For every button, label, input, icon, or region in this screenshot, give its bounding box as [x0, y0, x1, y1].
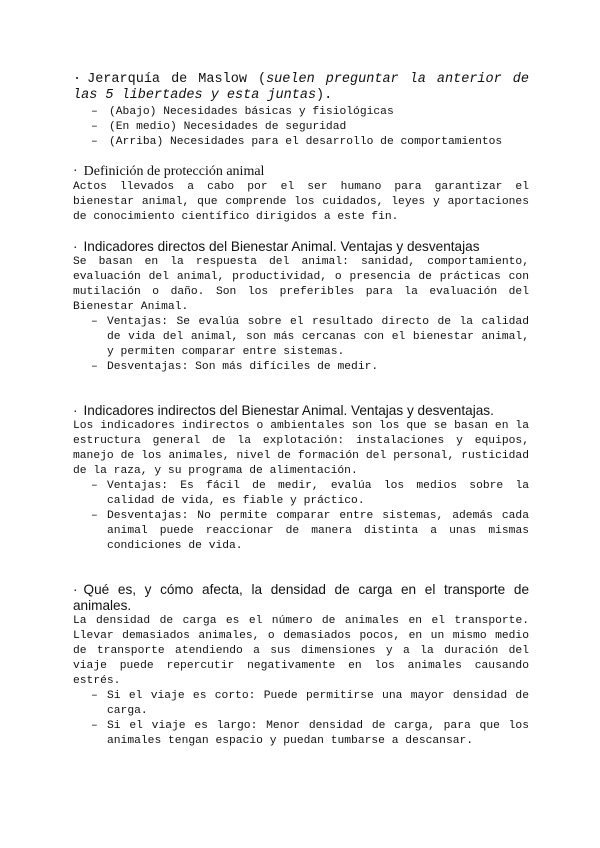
section-heading — [73, 403, 529, 419]
section-indirect-indicators — [73, 403, 529, 554]
section-heading — [73, 239, 529, 255]
heading-text: Qué es, y cómo afecta, la densidad de carga en el transporte de animales. — [73, 582, 529, 613]
bullet-marker: · — [73, 582, 78, 597]
section-direct-indicators — [73, 239, 529, 375]
section-maslow — [73, 72, 529, 150]
list-item — [73, 315, 529, 360]
section-heading — [73, 72, 529, 104]
list-item-text: Desventajas: Son más difíciles de medir. — [107, 361, 379, 373]
heading-italic-note: suelen preguntar la anterior de las 5 libertades y esta juntas — [73, 72, 529, 103]
dash-marker: – — [91, 361, 98, 373]
list-item-text: (En medio) Necesidades de seguridad — [109, 121, 347, 133]
bullet-marker: · — [73, 164, 78, 179]
list-item-text: Desventajas: No permite comparar entre sistemas, además cada animal puede reaccionar de manera distinta a unas mismas condiciones de vida. — [107, 510, 529, 552]
section-heading — [73, 582, 529, 614]
dash-marker: – — [91, 720, 98, 732]
list-item-text: Ventajas: Es fácil de medir, evalúa los medios sobre la calidad de vida, es fiable y práctico. — [107, 480, 529, 507]
direct-indicators-list — [73, 315, 529, 375]
list-item — [73, 509, 529, 554]
section-body: Los indicadores indirectos o ambientales son los que se basan en la estructura general de la explotación: instalaciones y equipos, manejo de los animales, nivel de formación del personal, rusticidad de la raza, y su programa de alimentación. — [73, 420, 529, 477]
list-item-text: (Arriba) Necesidades para el desarrollo de comportamientos — [109, 136, 503, 148]
dash-marker: – — [91, 316, 98, 328]
list-item-text: Si el viaje es corto: Puede permitirse una mayor densidad de carga. — [107, 690, 529, 717]
list-item — [73, 689, 529, 719]
bullet-marker: · — [73, 403, 78, 418]
maslow-list — [73, 105, 529, 150]
heading-text: Indicadores directos del Bienestar Animal. Ventajas y desventajas — [83, 239, 480, 254]
section-body: La densidad de carga es el número de animales en el transporte. Llevar demasiados animales, o demasiados pocos, en un mismo medio de transporte atendiendo a sus dimensiones y a la duración del viaje puede repercutir negativamente en los animales causando estrés. — [73, 615, 529, 687]
section-heading — [73, 164, 529, 180]
list-item — [73, 135, 529, 150]
bullet-marker: · — [73, 72, 82, 87]
section-body: Actos llevados a cabo por el ser humano para garantizar el bienestar animal, que comprende los cuidados, leyes y aportaciones de conocimiento científico dirigidos a este fin. — [73, 181, 529, 223]
list-item-text: Si el viaje es largo: Menor densidad de carga, para que los animales tengan espacio y puedan tumbarse a descansar. — [107, 720, 529, 747]
dash-marker: – — [91, 480, 98, 492]
bullet-marker: · — [73, 239, 78, 254]
dash-marker: – — [91, 106, 98, 118]
indirect-indicators-list — [73, 479, 529, 554]
dash-marker: – — [91, 136, 98, 148]
section-definition — [73, 164, 529, 225]
section-load-density — [73, 582, 529, 749]
heading-text-end: ). — [316, 88, 333, 103]
list-item — [73, 120, 529, 135]
list-item — [73, 360, 529, 375]
list-item — [73, 105, 529, 120]
list-item — [73, 719, 529, 749]
dash-marker: – — [91, 510, 98, 522]
section-body: Se basan en la respuesta del animal: sanidad, comportamiento, evaluación del animal, productividad, o presencia de prácticas con mutilación o daño. Son los preferibles para la evaluación del Bienestar Animal. — [73, 256, 529, 313]
heading-text: Indicadores indirectos del Bienestar Animal. Ventajas y desventajas. — [83, 403, 494, 418]
list-item-text: (Abajo) Necesidades básicas y fisiológicas — [109, 106, 394, 118]
heading-text: Definición de protección animal — [83, 164, 265, 179]
list-item — [73, 479, 529, 509]
dash-marker: – — [91, 690, 98, 702]
heading-text: Jerarquía de Maslow ( — [87, 72, 267, 87]
load-density-list — [73, 689, 529, 749]
list-item-text: Ventajas: Se evalúa sobre el resultado directo de la calidad de vida del animal, son más cercanas con el bienestar animal, y permiten comparar entre sistemas. — [107, 316, 529, 358]
dash-marker: – — [91, 121, 98, 133]
